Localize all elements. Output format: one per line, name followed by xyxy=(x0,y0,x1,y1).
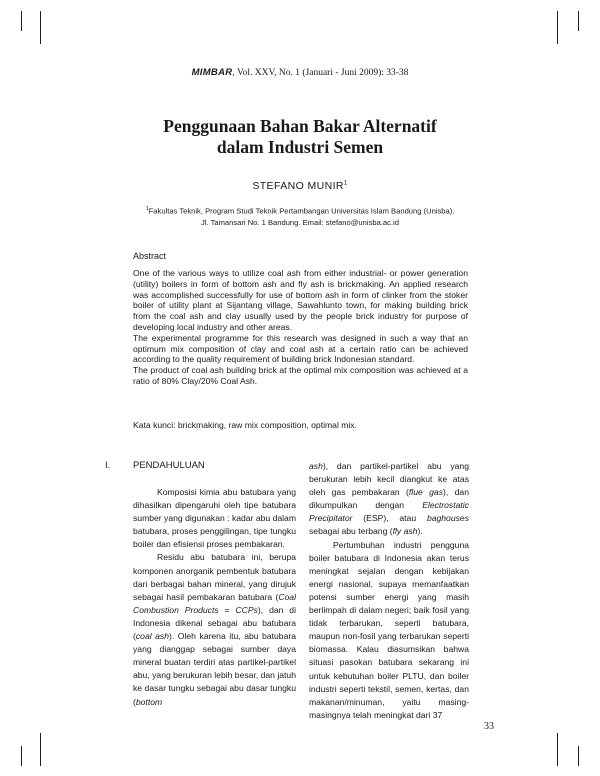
section-title: PENDAHULUAN xyxy=(133,460,205,471)
crop-mark-top-left-vertical-2 xyxy=(40,11,41,44)
abstract-paragraph-2: The experimental programme for this research was designed in such a way that an optimum mix composition of clay and coal ash at a certain ratio can be achieved according to the quality requirement of building brick Indonesian standard. xyxy=(133,332,468,365)
abstract-paragraph-3: The product of coal ash building brick at the optimal mix composition was achieved at a ratio of 80% Clay/20% Coal Ash. xyxy=(133,365,468,386)
italic-term: coal ash xyxy=(135,631,170,642)
body-paragraph: Pertumbuhan industri pengguna boiler batubara di Indonesia akan terus meningkat sejalan dengan kebijakan energi nasional, supaya memanfaatkan potensi sumber energi yang masih berlimpah di dalam negeri; baik fosil yang tidak terbarukan, seperti batubara, maupun non-fosil yang terbarukan seperti biomassa. Kalau diasumsikan bahwa situasi pasokan batubara sekarang ini untuk kebutuhan boiler PLTU, dan boiler industri seperti tekstil, semen, kertas, dan makanan/minuman, yaitu masing-masingnya telah meningkat dari 37 xyxy=(309,539,469,720)
keywords: Kata kunci: brickmaking, raw mix composition, optimal mix. xyxy=(133,420,357,430)
author xyxy=(0,180,600,192)
italic-term: Coal Combustion Products = CCPs xyxy=(133,591,296,615)
crop-mark-bottom-right-vertical-2 xyxy=(578,746,579,766)
paper-title xyxy=(0,116,600,158)
abstract-paragraph-1: One of the various ways to utilize coal ash from either industrial- or power generation (utility) boilers in form of bottom ash and fly ash is brickmaking. An applied research was accomplished successfully for use of bottom ash in form of clinker from the stoker boiler of utility plant at Sijantang village, Sawahlunto town, for making building brick from the coal ash and clay usually used by the people brick industry for purpose of developing local industry and other areas. xyxy=(133,268,468,332)
abstract-body xyxy=(133,268,468,387)
affiliation-mark: 1 xyxy=(145,206,149,212)
journal-name: MIMBAR xyxy=(191,67,233,78)
page-number: 33 xyxy=(484,721,494,732)
crop-mark-bottom-left-vertical-2 xyxy=(40,733,41,766)
body-paragraph: Komposisi kimia abu batubara yang dihasilkan dipengaruhi oleh tipe batubara sumber yang digunakan : kadar abu dalam batubara, proses penggilingan, tipe tungku boiler dan efisiensi proses pembakaran. xyxy=(133,487,296,550)
affiliation xyxy=(0,204,600,229)
body-column-left xyxy=(133,486,296,709)
author-name: STEFANO MUNIR xyxy=(252,180,344,192)
running-header xyxy=(0,67,600,78)
italic-term: bottom xyxy=(135,696,163,707)
crop-mark-top-left-vertical xyxy=(21,11,22,31)
section-number: I. xyxy=(105,460,111,471)
journal-citation: , Vol. XXV, No. 1 (Januari - Juni 2009): 33-38 xyxy=(232,68,409,78)
affiliation-line-1: Fakultas Teknik, Program Studi Teknik Pertambangan Universitas Islam Bandung (Unisba). xyxy=(148,206,455,216)
title-line-2: dalam Industri Semen xyxy=(216,137,384,157)
title-line-1: Penggunaan Bahan Bakar Alternatif xyxy=(163,116,437,136)
affiliation-line-2: Jl. Tamansari No. 1 Bandung. Email: stefano@unisba.ac.id xyxy=(201,218,399,228)
body-paragraph: ash), dan partikel-partikel abu yang berukuran lebih kecil diangkut ke atas oleh gas pembakaran (flue gas), dan dikumpulkan dengan Electrostatic Precipitator (ESP), atau baghouses sebagai abu terbang (fly ash). xyxy=(309,461,469,537)
abstract-heading: Abstract xyxy=(133,251,167,261)
author-mark: 1 xyxy=(343,180,348,187)
crop-mark-top-right-vertical-2 xyxy=(578,11,579,31)
body-column-right xyxy=(309,460,469,722)
crop-mark-top-right-vertical xyxy=(557,11,558,44)
body-paragraph: Residu abu batubara ini, berupa komponen anorganik pembentuk batubara dari berbagai bahan mineral, yang dirujuk sebagai hasil pembakaran batubara (Coal Combustion Products = CCPs), dan di Indonesia dikenal sebagai abu batubara (coal ash). Oleh karena itu, abu batubara yang dianggap sebagai sumber daya mineral buatan terdiri atas partikel-partikel abu, yang berukuran lebih besar, dan jatuh ke dasar tungku sebagai abu dasar tungku (bottom xyxy=(133,552,296,707)
section-heading xyxy=(105,460,205,471)
crop-mark-bottom-left-vertical xyxy=(21,746,22,766)
crop-mark-bottom-right-vertical xyxy=(557,733,558,766)
